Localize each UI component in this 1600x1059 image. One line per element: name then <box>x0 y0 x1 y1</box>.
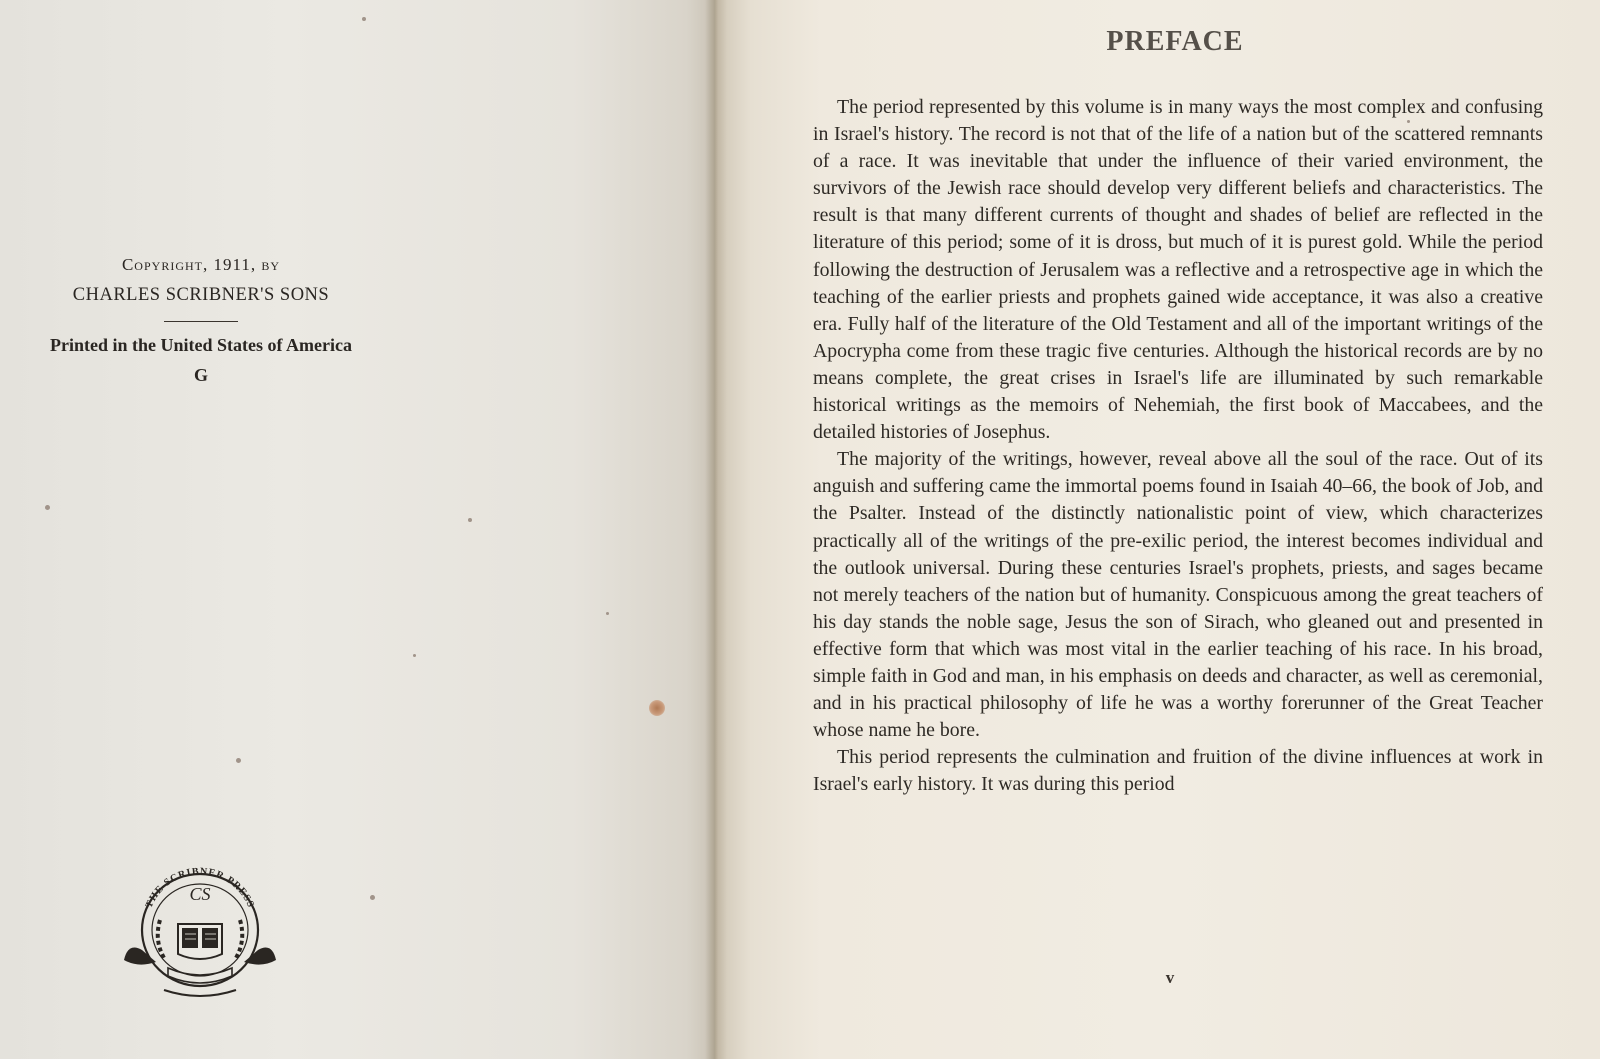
preface-paragraph: The majority of the writings, however, reveal above all the soul of the race. Out of its anguish and suffering came the immortal poems found in Isaiah 40–66, the book of Job, and the Psalter. Instead of the distinctly nationalistic point of view, which characterizes practically all of the writings of the pre-exilic period, the interest becomes individual and the outlook universal. During these centuries Israel's prophets, priests, and sages became not merely teachers of the nation but of humanity. Conspicuous among the great teachers of his day stands the noble sage, Jesus the son of Sirach, who gleaned out and presented in effective form that which was most vital in the earlier teaching of his race. In his broad, simple faith in God and man, in his emphasis on deeds and character, as well as ceremonial, and in his practical philosophy of life he was a worthy forerunner of the Great Teacher whose name he bore. <box>813 448 1543 742</box>
book-gutter <box>705 0 727 1059</box>
divider-rule <box>164 321 238 322</box>
preface-body <box>813 94 1543 798</box>
paper-speck <box>45 505 50 510</box>
copyright-block <box>0 250 402 389</box>
seal-monogram: CS <box>189 884 211 904</box>
paper-speck <box>468 518 472 522</box>
printing-letter: G <box>193 365 208 385</box>
printed-in-line: Printed in the United States of America <box>50 335 352 355</box>
paper-speck <box>370 895 375 900</box>
paper-speck <box>236 758 241 763</box>
copyright-page <box>0 0 715 1059</box>
preface-title: PREFACE <box>1106 26 1244 57</box>
scribner-press-seal-icon <box>120 850 280 1000</box>
seal-text: THE SCRIBNER PRESS <box>143 866 257 910</box>
paper-speck <box>413 654 416 657</box>
preface-paragraph: This period represents the culmination and fruition of the divine influences at work in Israel's early history. It was during this period <box>813 746 1543 796</box>
publisher-name: CHARLES SCRIBNER'S SONS <box>72 285 330 305</box>
copyright-line <box>0 250 402 280</box>
paper-speck <box>362 17 366 21</box>
preface-paragraph: The period represented by this volume is in many ways the most complex and confusing in Israel's history. The record is not that of the life of a nation but of the scattered remnants of a race. It was inevitable that under the influence of their varied environment, the survivors of the Jewish race should develop very different beliefs and characteristics. The result is that many different currents of thought and shades of belief are reflected in the literature of this period; some of it is dross, but much of it is purest gold. While the period following the destruction of Jerusalem was a reflective and a retrospective age in which the teaching of the earlier priests and prophets gained wide acceptance, it was also a creative era. Fully half of the literature of the Old Testament and all of the important writings of the Apocrypha come from these tragic five centuries. Although the historical records are by no means complete, the great crises in Israel's life are illuminated by such remarkable historical writings as the memoirs of Nehemiah, the first book of Maccabees, and the detailed histories of Josephus. <box>813 96 1543 444</box>
foxing-stain <box>649 700 665 716</box>
page-number: v <box>1165 968 1175 987</box>
paper-speck <box>606 612 609 615</box>
copyright-text: Copyright, 1911, by <box>121 255 281 274</box>
